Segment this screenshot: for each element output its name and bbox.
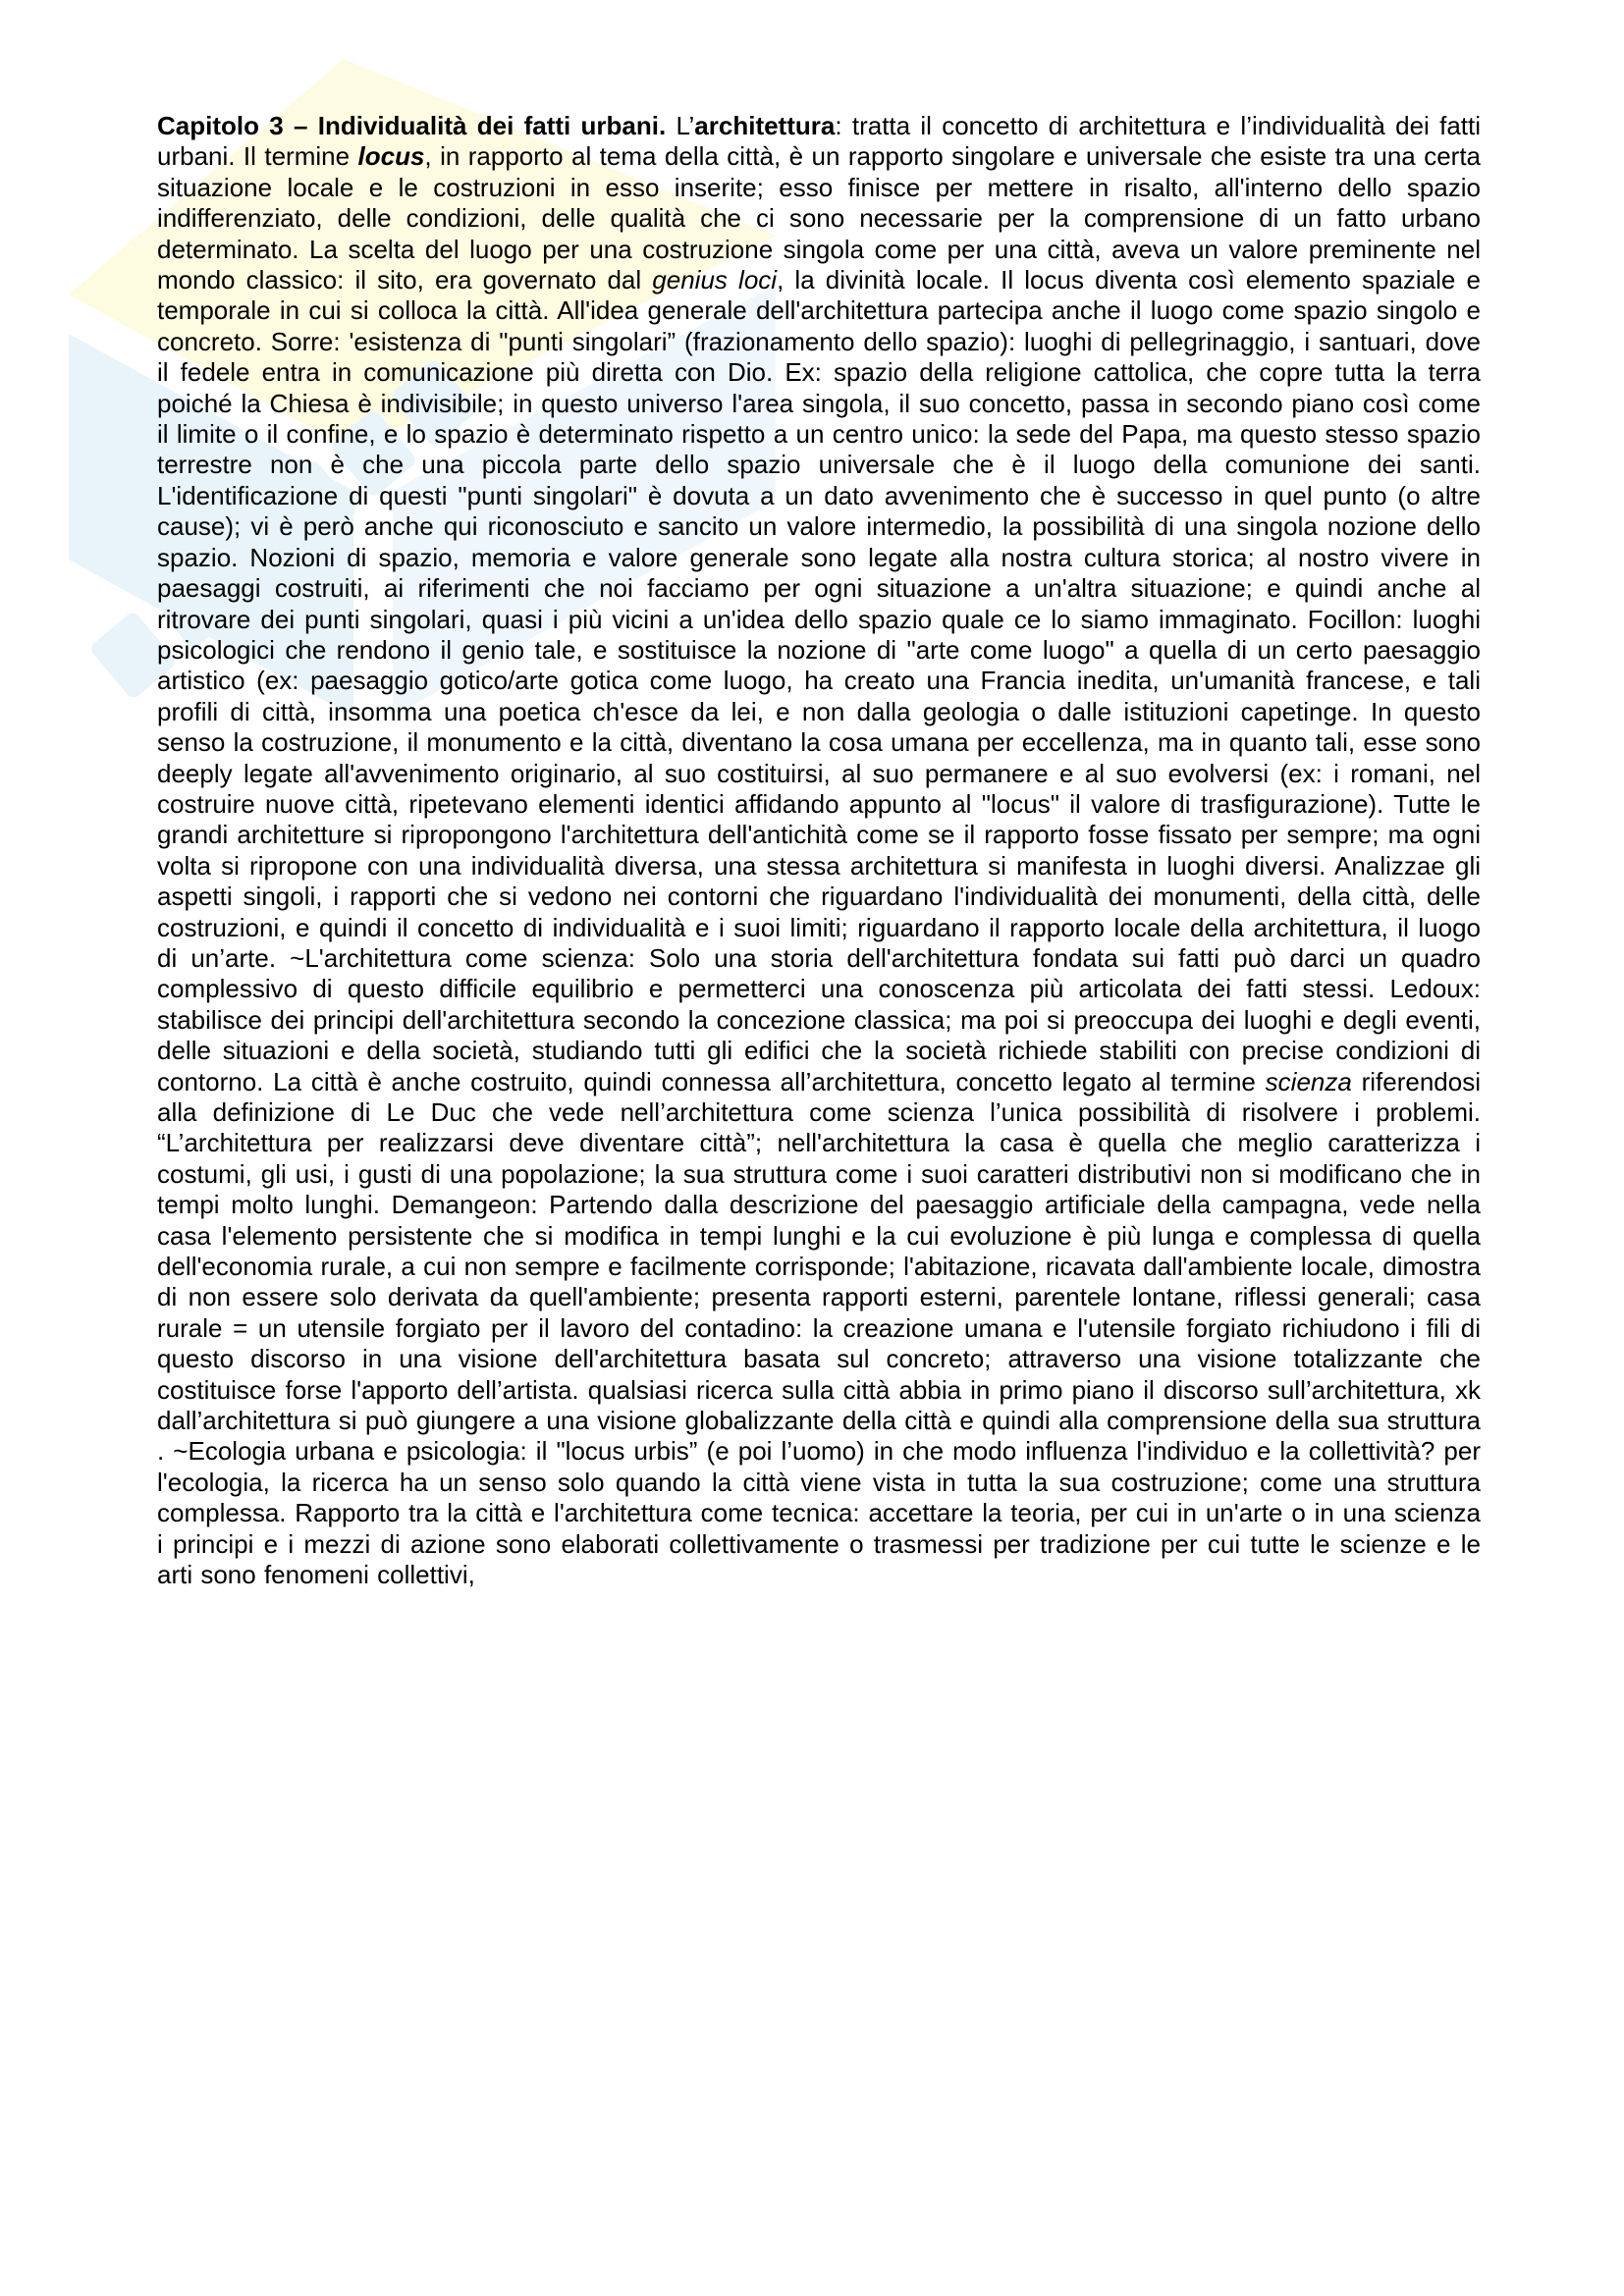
text-segment: L’ (666, 111, 695, 140)
bold-italic-term-locus: locus (357, 141, 425, 172)
text-segment: , la divinità locale. Il locus diventa così elemento spaziale e temporale in cui si colloca la città. All'idea generale dell'architettura partecipa anche il luogo come spazio singolo e concreto. Sorre: 'esistenza di "punti singolari” (frazionamento dello spazio): luoghi di pellegrinaggio, i santuari, dove il fedele entra in comunicazione più diretta con Dio. Ex: spazio della religione cattolica, che copre tutta la terra poiché la Chiesa è indivisibile; in questo universo l'area singola, il suo concetto, passa in secondo piano così come il limite o il confine, e lo spazio è determinato rispetto a un centro unico: la sede del Papa, ma questo stesso spazio terrestre non è che una piccola parte dello spazio universale che è il luogo della comunione dei santi. L'identificazione di questi "punti singolari" è dovuta a un dato avvenimento che è successo in quel punto (o altre cause); vi è però anche qui riconosciuto e sancito un valore intermedio, la possibilità di una singola nozione dello spazio. Nozioni di spazio, memoria e valore generale sono legate alla nostra cultura storica; al nostro vivere in paesaggi costruiti, ai riferimenti che noi facciamo per ogni situazione a un'altra situazione; e quindi anche al ritrovare dei punti singolari, quasi i più vicini a un'idea dello spazio quale ce lo siamo immaginato. Focillon: luoghi psicologici che rendono il genio tale, e sostituisce la nozione di "arte come luogo" a quella di un certo paesaggio artistico (ex: paesaggio gotico/arte gotica come luogo, ha creato una Francia inedita, un'umanità francese, e tali profili di città, insomma una poetica ch'esce da lei, e non dalla geologia o dalle istituzioni capetinge. In questo senso la costruzione, il monumento e la città, diventano la cosa umana per eccellenza, ma in quanto tali, esse sono deeply legate all'avvenimento originario, al suo costituirsi, al suo permanere e al suo evolversi (ex: i romani, nel costruire nuove città, ripetevano elementi identici affidando appunto al "locus" il valore di trasfigurazione). Tutte le grandi architetture si ripropongono l'architettura dell'antichità come se il rapporto fosse fissato per sempre; ma ogni volta si ripropone con una individualità diversa, una stessa architettura si manifesta in luoghi diversi. Analizzae gli aspetti singoli, i rapporti che si vedono nei contorni che riguardano l'individualità dei monumenti, della città, delle costruzioni, e quindi il concetto di individualità e i suoi limiti; riguardano il rapporto locale della architettura, il luogo di un’arte. ~L'architettura come scienza: Solo una storia dell'architettura fondata sui fatti può darci un quadro complessivo di questo difficile equilibrio e permetterci una conoscenza più articolata dei fatti stessi. Ledoux: stabilisce dei principi dell'architettura secondo la concezione classica; ma poi si preoccupa dei luoghi e degli eventi, delle situazioni e della società, studiando tutti gli edifici che la società richiede stabiliti con precise condizioni di contorno. La città è anche costruito, quindi connessa all’architettura, concetto legato al termine (157, 265, 1481, 1096)
italic-term-genius-loci: genius loci (652, 265, 778, 295)
text-segment: : tratta il concetto di architettura e l’individualità dei fatti urbani. Il termine (157, 111, 1482, 172)
document-body (157, 111, 1481, 1591)
italic-term-scienza: scienza (1265, 1066, 1352, 1096)
text-segment: riferendosi alla definizione di Le Duc che vede nell’architettura come scienza l’unica possibilità di risolvere i problemi. “L’architettura per realizzarsi deve diventare città”; nell'architettura la casa è quella che meglio caratterizza i costumi, gli usi, i gusti di una popolazione; la sua struttura come i suoi caratteri distributivi non si modificano che in tempi molto lunghi. Demangeon: Partendo dalla descrizione del paesaggio artificiale della campagna, vede nella casa l'elemento persistente che si modifica in tempi lunghi e la cui evoluzione è più lunga e complessa di quella dell'economia rurale, a cui non sempre e facilmente corrisponde; l'abitazione, ricavata dall'ambiente locale, dimostra di non essere solo derivata da quell'ambiente; presenta rapporti esterni, parentele lontane, riflessi generali; casa rurale = un utensile forgiato per il lavoro del contadino: la creazione umana e l'utensile forgiato richiudono i fili di questo discorso in una visione dell'architettura basata sul concreto; attraverso una visione totalizzante che costituisce forse l'apporto dell’artista. qualsiasi ricerca sulla città abbia in primo piano il discorso sull’architettura, xk dall’architettura si può giungere a una visione globalizzante della città e quindi alla comprensione della sua struttura . ~Ecologia urbana e psicologia: il "locus urbis” (e poi l’uomo) in che modo influenza l'individuo e la collettività? per l'ecologia, la ricerca ha un senso solo quando la città viene vista in tutta la sua costruzione; come una struttura complessa. Rapporto tra la città e l'architettura come tecnica: accettare la teoria, per cui in un'arte o in una scienza i principi e i mezzi di azione sono elaborati collettivamente o trasmessi per tradizione per cui tutte le scienze e le arti sono fenomeni collettivi, (157, 1066, 1481, 1590)
chapter-heading: Capitolo 3 – Individualità dei fatti urbani. (157, 111, 667, 140)
bold-term-architettura: architettura (694, 111, 836, 140)
text-segment: , in rapporto al tema della città, è un rapporto singolare e universale che esiste tra una certa situazione locale e le costruzioni in esso inserite; esso finisce per mettere in risalto, all'interno dello spazio indifferenziato, delle condizioni, delle qualità che ci sono necessarie per la comprensione di un fatto urbano determinato. La scelta del luogo per una costruzione singola come per una città, aveva un valore preminente nel mondo classico: il sito, era governato dal (157, 141, 1481, 295)
